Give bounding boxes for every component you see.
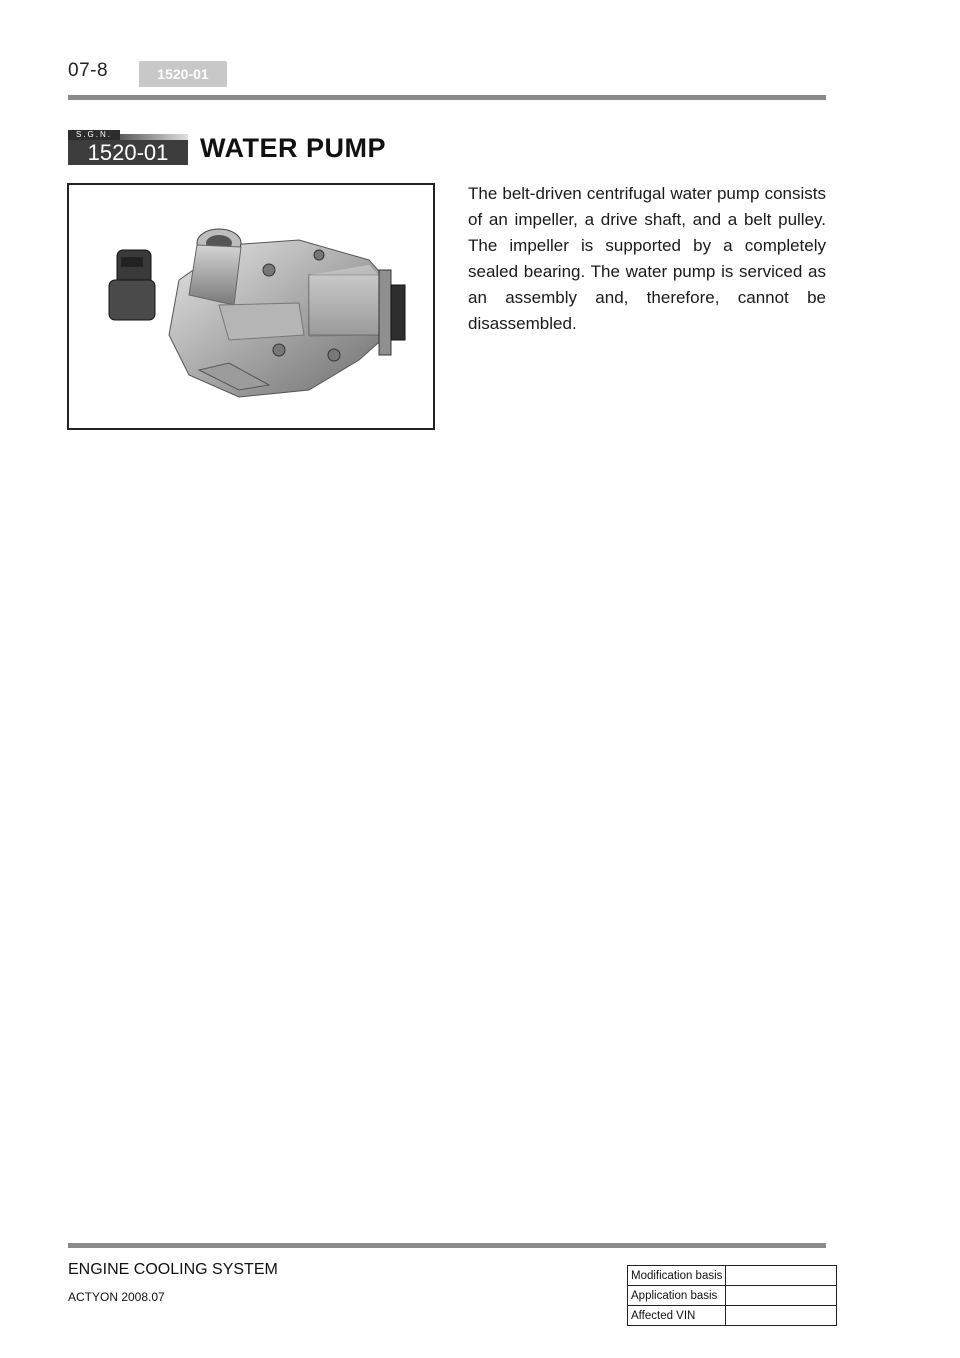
description-paragraph: The belt-driven centrifugal water pump consists of an impeller, a drive shaft, and a belt pulley. The impeller is supported by a completely sealed bearing. The water pump is serviced as an assembly and, therefore, cannot be disassembled. bbox=[468, 184, 826, 333]
section-badge bbox=[68, 130, 188, 165]
table-row bbox=[628, 1306, 837, 1326]
basis-label: Application basis bbox=[628, 1286, 726, 1306]
footer-model-date: ACTYON 2008.07 bbox=[68, 1290, 165, 1304]
badge-label: S.G.N. bbox=[68, 130, 120, 140]
footer-rule bbox=[68, 1243, 826, 1248]
basis-label: Modification basis bbox=[628, 1266, 726, 1286]
table-row bbox=[628, 1266, 837, 1286]
table-row bbox=[628, 1286, 837, 1306]
basis-value bbox=[726, 1286, 837, 1306]
water-pump-figure bbox=[67, 183, 435, 430]
footer-section-name: ENGINE COOLING SYSTEM bbox=[68, 1261, 278, 1278]
water-pump-photo bbox=[69, 185, 433, 428]
header-section-tab: 1520-01 bbox=[139, 61, 227, 87]
badge-code: 1520-01 bbox=[68, 140, 188, 165]
basis-value bbox=[726, 1266, 837, 1286]
section-title: WATER PUMP bbox=[200, 133, 386, 163]
header-rule bbox=[68, 95, 826, 100]
basis-value bbox=[726, 1306, 837, 1326]
basis-table bbox=[627, 1265, 837, 1326]
basis-label: Affected VIN bbox=[628, 1306, 726, 1326]
page-number: 07-8 bbox=[68, 60, 109, 81]
